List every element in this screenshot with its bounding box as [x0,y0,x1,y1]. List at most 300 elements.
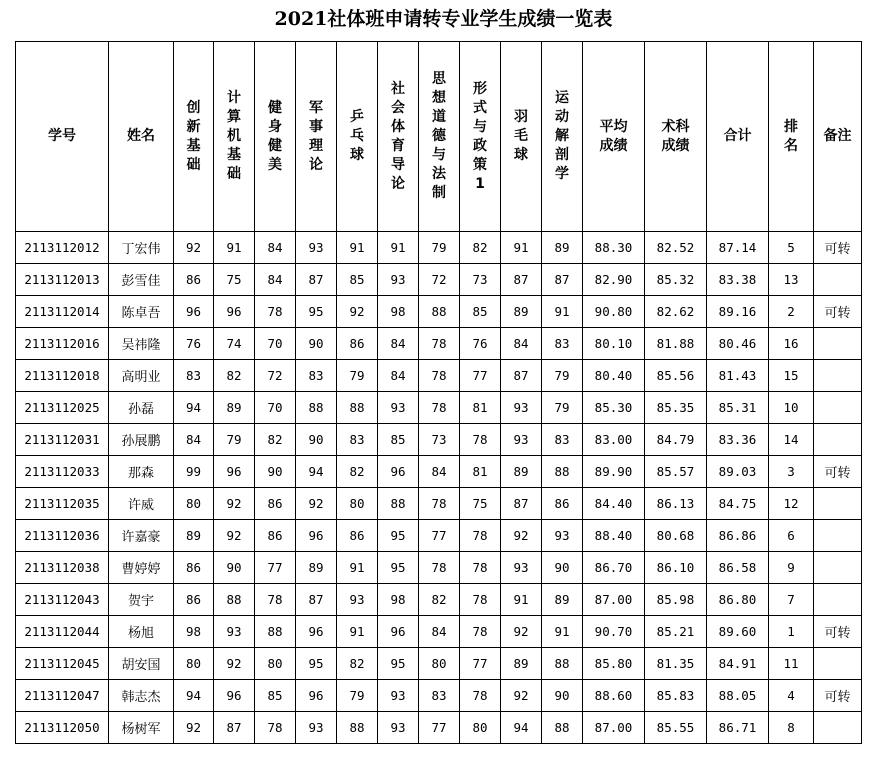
cell-pingpong: 92 [337,296,378,328]
cell-name: 高明业 [109,360,174,392]
cell-innovation: 92 [174,712,214,744]
cell-subject: 80.68 [645,520,707,552]
cell-politics: 78 [460,424,501,456]
cell-military: 87 [296,264,337,296]
cell-ethics-law: 77 [419,520,460,552]
cell-computer: 96 [214,680,255,712]
cell-total: 89.16 [707,296,769,328]
cell-subject: 85.83 [645,680,707,712]
cell-name: 孙展鹏 [109,424,174,456]
cell-id: 2113112033 [16,456,109,488]
header-innovation: 创新基础 [174,42,214,232]
cell-average: 85.80 [583,648,645,680]
table-row [16,520,862,552]
table-row [16,712,862,744]
cell-subject: 85.57 [645,456,707,488]
table-row [16,488,862,520]
cell-rank: 2 [769,296,814,328]
cell-note: 可转 [814,680,862,712]
cell-id: 2113112016 [16,328,109,360]
cell-politics: 77 [460,360,501,392]
cell-total: 83.36 [707,424,769,456]
cell-badminton: 93 [501,424,542,456]
table-row [16,392,862,424]
cell-innovation: 86 [174,552,214,584]
cell-sports-intro: 95 [378,648,419,680]
cell-ethics-law: 84 [419,456,460,488]
cell-subject: 85.55 [645,712,707,744]
cell-name: 吴祎隆 [109,328,174,360]
header-computer: 计算机基础 [214,42,255,232]
cell-total: 86.71 [707,712,769,744]
cell-computer: 92 [214,648,255,680]
cell-ethics-law: 77 [419,712,460,744]
page-title: 2021社体班申请转专业学生成绩一览表 [274,8,613,30]
cell-sports-intro: 93 [378,264,419,296]
cell-fitness: 78 [255,584,296,616]
cell-fitness: 84 [255,232,296,264]
cell-anatomy: 90 [542,552,583,584]
cell-sports-intro: 84 [378,328,419,360]
cell-military: 87 [296,584,337,616]
cell-computer: 74 [214,328,255,360]
cell-computer: 82 [214,360,255,392]
cell-anatomy: 88 [542,456,583,488]
cell-fitness: 84 [255,264,296,296]
cell-total: 89.60 [707,616,769,648]
cell-id: 2113112031 [16,424,109,456]
cell-total: 85.31 [707,392,769,424]
cell-pingpong: 80 [337,488,378,520]
cell-ethics-law: 78 [419,328,460,360]
cell-average: 88.40 [583,520,645,552]
cell-fitness: 82 [255,424,296,456]
cell-ethics-law: 78 [419,488,460,520]
cell-id: 2113112038 [16,552,109,584]
cell-military: 90 [296,424,337,456]
table-row [16,680,862,712]
cell-sports-intro: 93 [378,392,419,424]
cell-average: 87.00 [583,584,645,616]
table-row [16,616,862,648]
cell-military: 96 [296,520,337,552]
cell-politics: 81 [460,456,501,488]
cell-subject: 86.10 [645,552,707,584]
table-row [16,360,862,392]
cell-innovation: 86 [174,264,214,296]
cell-innovation: 89 [174,520,214,552]
cell-total: 86.80 [707,584,769,616]
cell-subject: 85.21 [645,616,707,648]
table-row [16,424,862,456]
cell-sports-intro: 98 [378,584,419,616]
cell-innovation: 98 [174,616,214,648]
cell-pingpong: 79 [337,360,378,392]
cell-pingpong: 82 [337,648,378,680]
cell-badminton: 93 [501,552,542,584]
cell-pingpong: 86 [337,328,378,360]
cell-id: 2113112044 [16,616,109,648]
cell-ethics-law: 79 [419,232,460,264]
cell-total: 89.03 [707,456,769,488]
cell-computer: 89 [214,392,255,424]
cell-anatomy: 86 [542,488,583,520]
cell-politics: 82 [460,232,501,264]
cell-total: 83.38 [707,264,769,296]
cell-pingpong: 85 [337,264,378,296]
cell-anatomy: 88 [542,648,583,680]
cell-average: 85.30 [583,392,645,424]
cell-average: 88.30 [583,232,645,264]
cell-politics: 78 [460,584,501,616]
cell-sports-intro: 93 [378,680,419,712]
cell-computer: 96 [214,296,255,328]
cell-military: 93 [296,712,337,744]
cell-total: 81.43 [707,360,769,392]
cell-badminton: 87 [501,488,542,520]
cell-rank: 11 [769,648,814,680]
cell-subject: 85.56 [645,360,707,392]
header-student-id: 学号 [16,42,109,232]
cell-average: 80.10 [583,328,645,360]
cell-anatomy: 93 [542,520,583,552]
cell-politics: 73 [460,264,501,296]
cell-innovation: 94 [174,392,214,424]
cell-politics: 76 [460,328,501,360]
cell-rank: 9 [769,552,814,584]
cell-subject: 81.88 [645,328,707,360]
cell-note [814,648,862,680]
cell-pingpong: 93 [337,584,378,616]
cell-average: 83.00 [583,424,645,456]
cell-computer: 91 [214,232,255,264]
cell-anatomy: 91 [542,616,583,648]
cell-rank: 14 [769,424,814,456]
cell-military: 96 [296,680,337,712]
cell-id: 2113112014 [16,296,109,328]
cell-ethics-law: 72 [419,264,460,296]
cell-innovation: 84 [174,424,214,456]
cell-rank: 8 [769,712,814,744]
cell-name: 杨树军 [109,712,174,744]
cell-note: 可转 [814,456,862,488]
cell-note: 可转 [814,296,862,328]
cell-rank: 12 [769,488,814,520]
cell-badminton: 92 [501,680,542,712]
header-politics: 形式与政策1 [460,42,501,232]
cell-pingpong: 88 [337,392,378,424]
cell-average: 88.60 [583,680,645,712]
cell-badminton: 87 [501,264,542,296]
cell-sports-intro: 88 [378,488,419,520]
cell-average: 87.00 [583,712,645,744]
cell-subject: 84.79 [645,424,707,456]
cell-sports-intro: 96 [378,616,419,648]
cell-ethics-law: 82 [419,584,460,616]
cell-badminton: 91 [501,232,542,264]
cell-ethics-law: 84 [419,616,460,648]
cell-military: 93 [296,232,337,264]
cell-politics: 78 [460,552,501,584]
cell-total: 80.46 [707,328,769,360]
cell-military: 95 [296,296,337,328]
cell-subject: 85.32 [645,264,707,296]
cell-rank: 3 [769,456,814,488]
cell-badminton: 89 [501,648,542,680]
table-row [16,552,862,584]
cell-politics: 75 [460,488,501,520]
cell-subject: 85.98 [645,584,707,616]
cell-name: 陈卓吾 [109,296,174,328]
cell-rank: 6 [769,520,814,552]
cell-id: 2113112013 [16,264,109,296]
cell-military: 90 [296,328,337,360]
cell-note [814,264,862,296]
cell-id: 2113112050 [16,712,109,744]
cell-badminton: 93 [501,392,542,424]
cell-total: 87.14 [707,232,769,264]
cell-anatomy: 83 [542,424,583,456]
cell-computer: 88 [214,584,255,616]
cell-pingpong: 82 [337,456,378,488]
header-badminton: 羽毛球 [501,42,542,232]
cell-id: 2113112018 [16,360,109,392]
cell-subject: 82.62 [645,296,707,328]
cell-rank: 7 [769,584,814,616]
cell-badminton: 92 [501,616,542,648]
cell-military: 83 [296,360,337,392]
cell-total: 86.86 [707,520,769,552]
cell-rank: 10 [769,392,814,424]
cell-fitness: 86 [255,520,296,552]
header-military: 军事理论 [296,42,337,232]
cell-military: 88 [296,392,337,424]
cell-fitness: 86 [255,488,296,520]
cell-anatomy: 90 [542,680,583,712]
cell-computer: 93 [214,616,255,648]
table-row [16,328,862,360]
cell-ethics-law: 78 [419,552,460,584]
table-row [16,232,862,264]
cell-badminton: 94 [501,712,542,744]
cell-military: 89 [296,552,337,584]
cell-badminton: 89 [501,296,542,328]
header-total: 合计 [707,42,769,232]
cell-military: 94 [296,456,337,488]
cell-name: 韩志杰 [109,680,174,712]
cell-average: 82.90 [583,264,645,296]
cell-ethics-law: 88 [419,296,460,328]
cell-name: 孙磊 [109,392,174,424]
cell-id: 2113112025 [16,392,109,424]
cell-rank: 15 [769,360,814,392]
cell-name: 许威 [109,488,174,520]
table-row [16,264,862,296]
grade-table-body [16,232,862,744]
cell-innovation: 76 [174,328,214,360]
cell-rank: 1 [769,616,814,648]
cell-rank: 4 [769,680,814,712]
cell-badminton: 87 [501,360,542,392]
cell-computer: 96 [214,456,255,488]
grade-table [15,41,862,744]
cell-pingpong: 86 [337,520,378,552]
cell-pingpong: 83 [337,424,378,456]
cell-pingpong: 91 [337,552,378,584]
cell-id: 2113112035 [16,488,109,520]
cell-name: 胡安国 [109,648,174,680]
cell-fitness: 90 [255,456,296,488]
cell-note: 可转 [814,232,862,264]
cell-fitness: 70 [255,328,296,360]
cell-ethics-law: 78 [419,392,460,424]
cell-innovation: 99 [174,456,214,488]
cell-subject: 82.52 [645,232,707,264]
cell-sports-intro: 96 [378,456,419,488]
cell-politics: 78 [460,520,501,552]
cell-fitness: 85 [255,680,296,712]
cell-name: 彭雪佳 [109,264,174,296]
cell-average: 89.90 [583,456,645,488]
cell-rank: 16 [769,328,814,360]
cell-note [814,424,862,456]
header-ethics-law: 思想道德与法制 [419,42,460,232]
header-subject: 术科成绩 [645,42,707,232]
cell-innovation: 80 [174,648,214,680]
cell-anatomy: 89 [542,232,583,264]
cell-computer: 75 [214,264,255,296]
cell-name: 杨旭 [109,616,174,648]
cell-note [814,360,862,392]
cell-ethics-law: 73 [419,424,460,456]
cell-politics: 85 [460,296,501,328]
cell-id: 2113112045 [16,648,109,680]
cell-note [814,392,862,424]
cell-sports-intro: 98 [378,296,419,328]
cell-id: 2113112036 [16,520,109,552]
cell-pingpong: 79 [337,680,378,712]
header-row [16,42,862,232]
cell-subject: 85.35 [645,392,707,424]
cell-badminton: 89 [501,456,542,488]
header-rank: 排名 [769,42,814,232]
cell-sports-intro: 95 [378,552,419,584]
cell-politics: 81 [460,392,501,424]
header-average: 平均成绩 [583,42,645,232]
cell-fitness: 77 [255,552,296,584]
cell-sports-intro: 84 [378,360,419,392]
cell-computer: 92 [214,520,255,552]
cell-ethics-law: 78 [419,360,460,392]
cell-computer: 79 [214,424,255,456]
cell-fitness: 80 [255,648,296,680]
cell-average: 84.40 [583,488,645,520]
cell-subject: 81.35 [645,648,707,680]
header-name: 姓名 [109,42,174,232]
cell-subject: 86.13 [645,488,707,520]
cell-politics: 77 [460,648,501,680]
cell-innovation: 80 [174,488,214,520]
cell-fitness: 78 [255,296,296,328]
cell-anatomy: 79 [542,360,583,392]
cell-badminton: 92 [501,520,542,552]
cell-average: 86.70 [583,552,645,584]
cell-innovation: 96 [174,296,214,328]
cell-sports-intro: 91 [378,232,419,264]
cell-sports-intro: 85 [378,424,419,456]
cell-innovation: 92 [174,232,214,264]
header-sports-intro: 社会体育导论 [378,42,419,232]
table-row [16,456,862,488]
cell-anatomy: 83 [542,328,583,360]
cell-rank: 13 [769,264,814,296]
cell-id: 2113112047 [16,680,109,712]
cell-politics: 80 [460,712,501,744]
cell-note [814,328,862,360]
cell-anatomy: 79 [542,392,583,424]
cell-innovation: 94 [174,680,214,712]
cell-note: 可转 [814,616,862,648]
cell-name: 丁宏伟 [109,232,174,264]
cell-anatomy: 91 [542,296,583,328]
cell-ethics-law: 83 [419,680,460,712]
cell-pingpong: 91 [337,616,378,648]
cell-id: 2113112012 [16,232,109,264]
cell-rank: 5 [769,232,814,264]
cell-anatomy: 88 [542,712,583,744]
header-note: 备注 [814,42,862,232]
cell-note [814,520,862,552]
cell-name: 许嘉豪 [109,520,174,552]
cell-name: 曹婷婷 [109,552,174,584]
cell-name: 那森 [109,456,174,488]
cell-average: 90.80 [583,296,645,328]
cell-id: 2113112043 [16,584,109,616]
cell-note [814,584,862,616]
cell-note [814,552,862,584]
cell-military: 95 [296,648,337,680]
cell-pingpong: 88 [337,712,378,744]
cell-innovation: 83 [174,360,214,392]
table-row [16,648,862,680]
cell-total: 88.05 [707,680,769,712]
cell-politics: 78 [460,616,501,648]
cell-politics: 78 [460,680,501,712]
cell-military: 96 [296,616,337,648]
cell-average: 90.70 [583,616,645,648]
header-anatomy: 运动解剖学 [542,42,583,232]
cell-total: 84.75 [707,488,769,520]
cell-total: 86.58 [707,552,769,584]
cell-sports-intro: 95 [378,520,419,552]
cell-pingpong: 91 [337,232,378,264]
cell-computer: 90 [214,552,255,584]
cell-name: 贺宇 [109,584,174,616]
cell-note [814,712,862,744]
cell-anatomy: 87 [542,264,583,296]
cell-military: 92 [296,488,337,520]
cell-computer: 87 [214,712,255,744]
cell-fitness: 70 [255,392,296,424]
table-row [16,584,862,616]
cell-total: 84.91 [707,648,769,680]
cell-computer: 92 [214,488,255,520]
cell-innovation: 86 [174,584,214,616]
cell-ethics-law: 80 [419,648,460,680]
cell-fitness: 78 [255,712,296,744]
cell-fitness: 88 [255,616,296,648]
cell-note [814,488,862,520]
